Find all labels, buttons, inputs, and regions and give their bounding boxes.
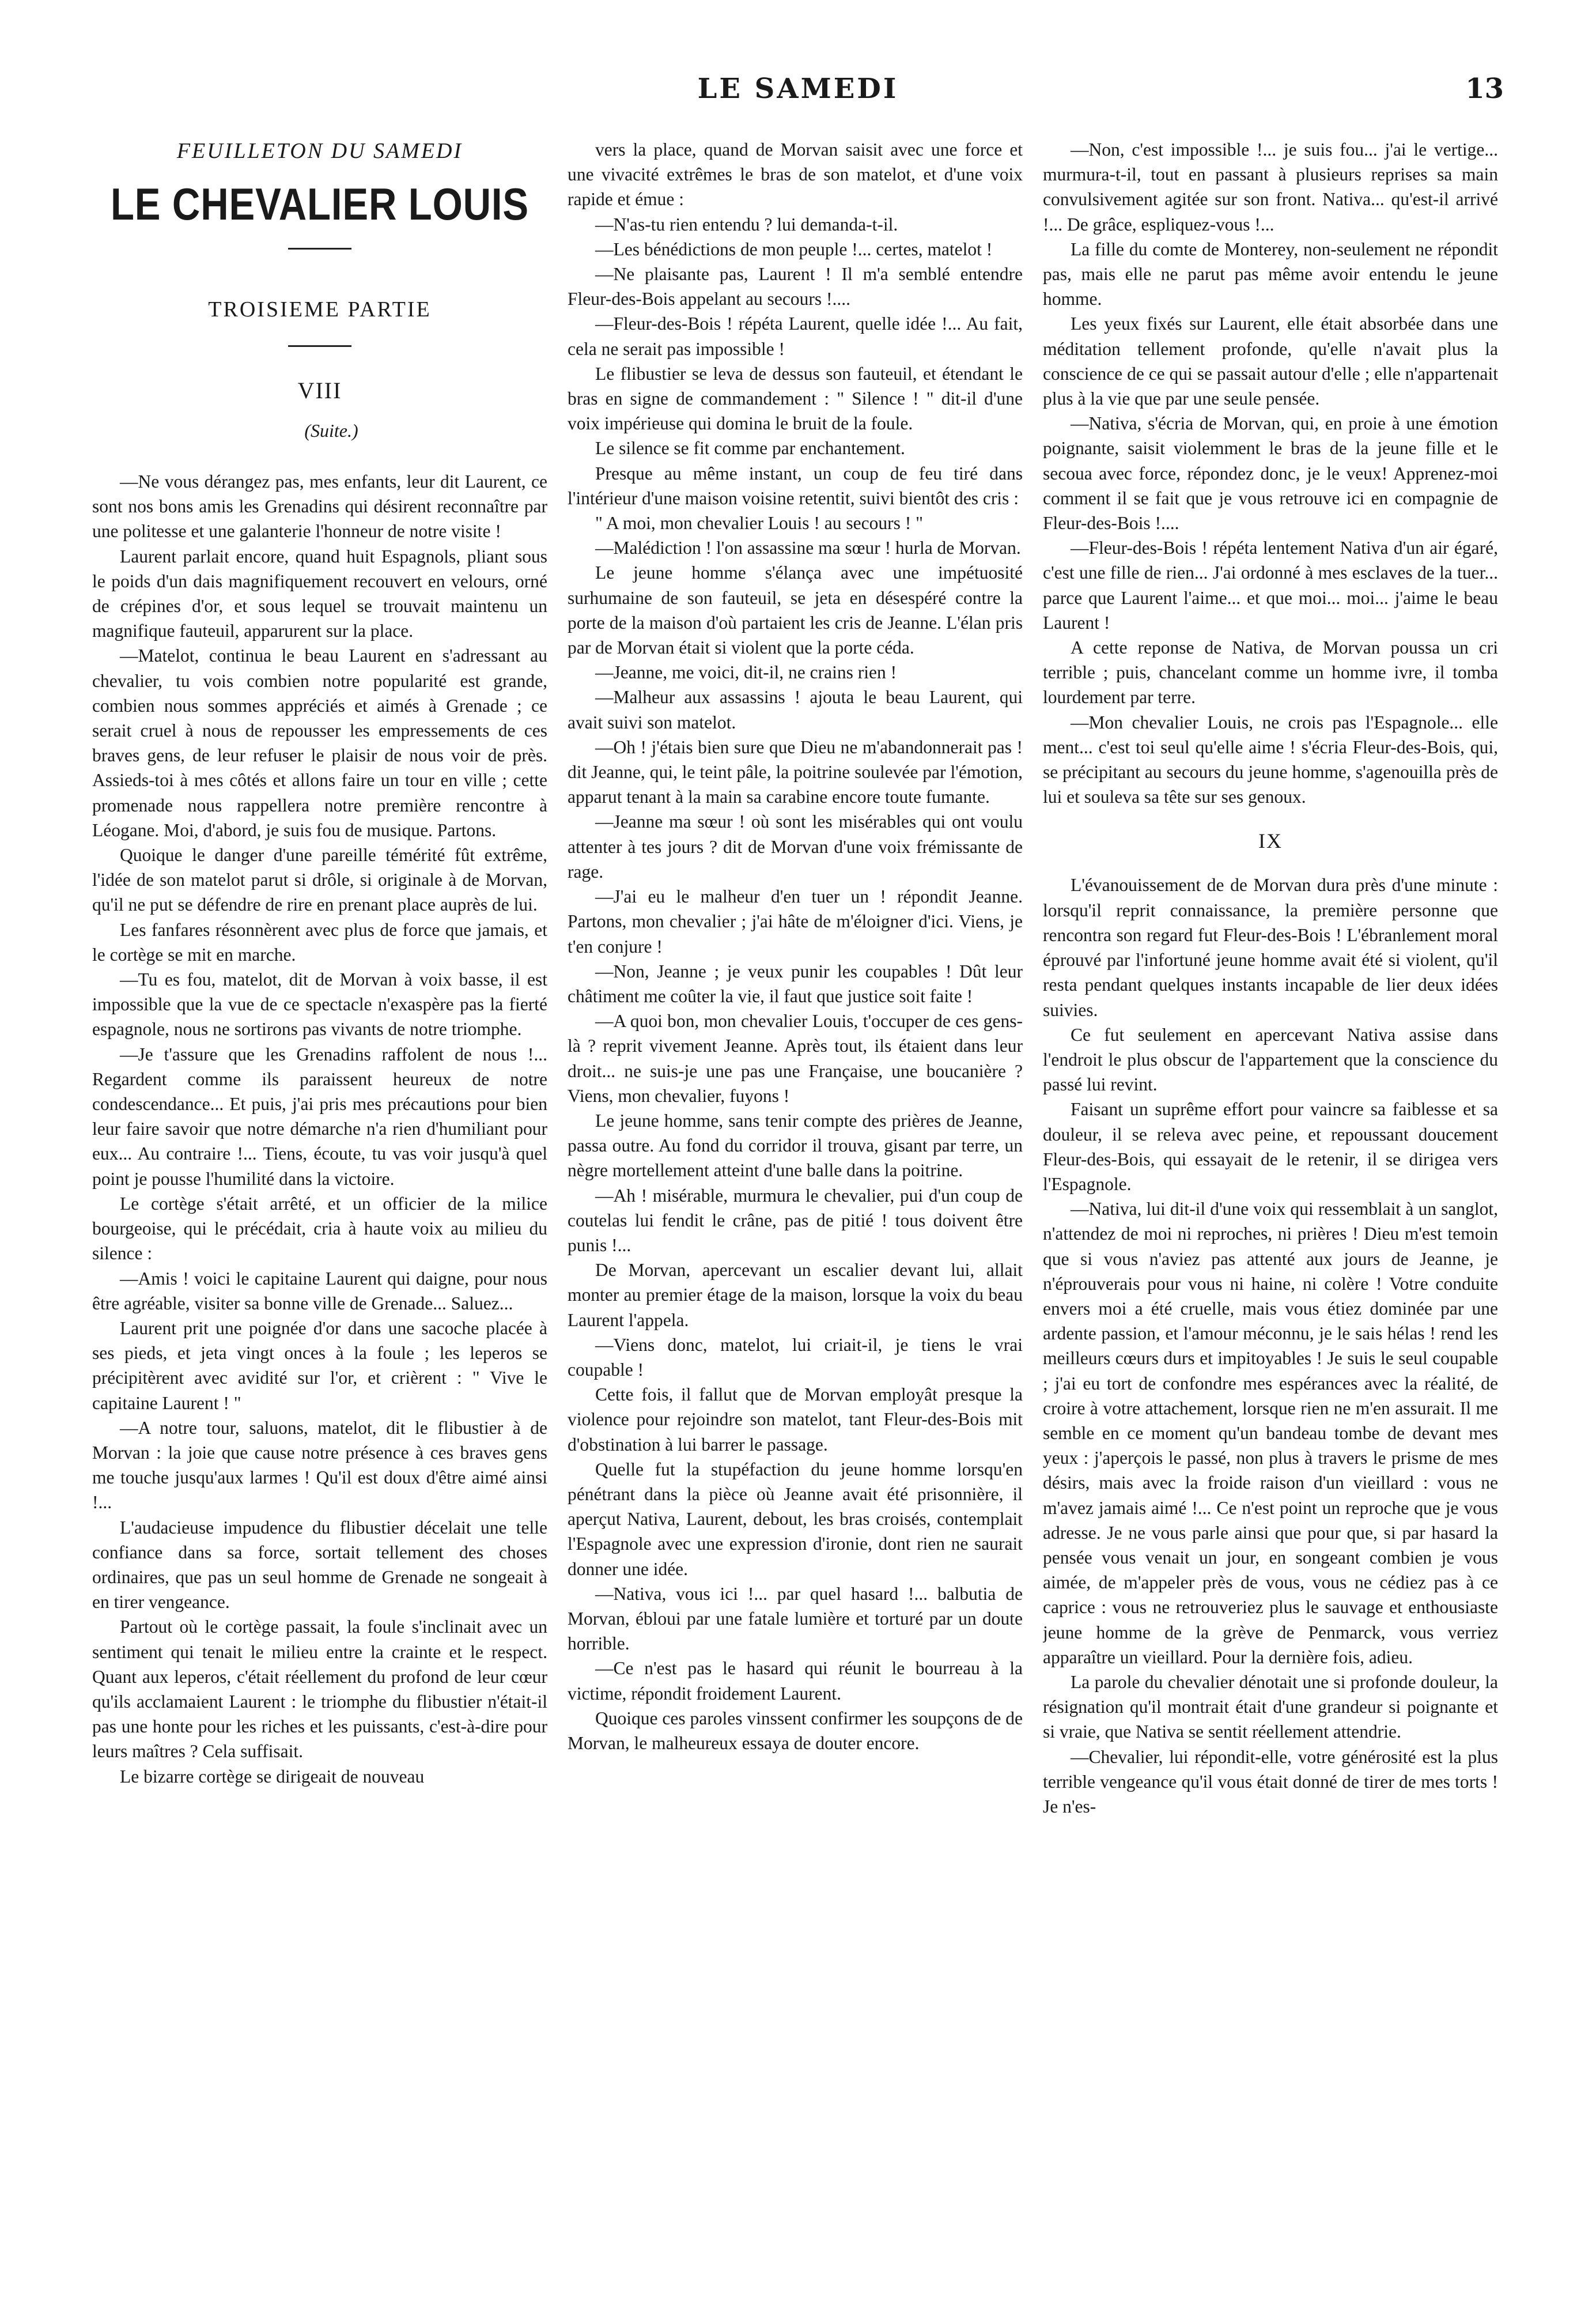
paragraph: De Morvan, apercevant un escalier devant lui, allait monter au premier étage de la maison, lorsque la voix du beau Laurent l'appela. [568,1260,1023,1330]
paragraph: —N'as-tu rien entendu ? lui demanda-t-il. [595,214,898,235]
column-2-text [568,137,1023,1755]
paragraph: Ce fut seulement en apercevant Nativa assise dans l'endroit le plus obscur de l'appartement que la conscience du passé lui revint. [1043,1024,1498,1095]
paragraph: —Tu es fou, matelot, dit de Morvan à voix basse, il est impossible que la vue de ce spectacle n'exaspère pas la fierté espagnole, nous ne sortirons pas vivants de notre triomphe. [92,969,547,1040]
paragraph: Les fanfares résonnèrent avec plus de force que jamais, et le cortège se mit en marche. [92,919,547,965]
column-1-text [92,469,547,1789]
paragraph: —Ne plaisante pas, Laurent ! Il m'a semblé entendre Fleur-des-Bois appelant au secours !.... [568,264,1023,309]
paragraph: " A moi, mon chevalier Louis ! au secours ! " [595,513,923,534]
serial-title: LE CHEVALIER LOUIS [110,179,530,229]
paragraph: Quoique ces paroles vinssent confirmer les soupçons de de Morvan, le malheureux essaya de douter encore. [568,1708,1023,1753]
paragraph: —Chevalier, lui répondit-elle, votre générosité est la plus terrible vengeance qu'il vous était donné de tirer de mes torts ! Je n'es- [1043,1746,1498,1817]
column-3-text-b [1043,873,1498,1819]
paragraph: —Non, c'est impossible !... je suis fou... j'ai le vertige... murmura-t-il, tout en passant à plusieurs reprises sa main convulsivement agitée sur son front. Nativa... qu'est-il arrivé !... De grâce, espliquez-vous !... [1043,139,1498,235]
paragraph: —A notre tour, saluons, matelot, dit le flibustier à de Morvan : la joie que cause notre présence à ces braves gens me touche jusqu'aux larmes ! Qu'il est doux d'être aimé ainsi !... [92,1417,547,1513]
paragraph: Les yeux fixés sur Laurent, elle était absorbée dans une méditation tellement profonde, qu'elle n'avait plus la conscience de ce qui se passait autour d'elle ; elle n'appartenait plus à la vie que par une seule pensée. [1043,314,1498,409]
paragraph: Partout où le cortège passait, la foule s'inclinait avec un sentiment qui tenait le milieu entre la crainte et le respect. Quant aux leperos, c'était réellement du profond de leur cœur qu'ils acclamaient Laurent : le triomphe du flibustier n'était-il pas une honte pour les riches et les puissants, c'est-à-dire pour leurs maîtres ? Cela suffisait. [92,1617,547,1762]
paragraph: —Mon chevalier Louis, ne crois pas l'Espagnole... elle ment... c'est toi seul qu'elle aime ! s'écria Fleur-des-Bois, qui, se précipitant au secours du jeune homme, s'agenouilla près de lui et souleva sa tête sur ses genoux. [1043,712,1498,807]
title-rule [288,248,351,250]
paragraph: Faisant un suprême effort pour vaincre sa faiblesse et sa douleur, il se releva avec peine, et repoussant doucement Fleur-des-Bois, qui essayait de le retenir, il se dirigea vers l'Espagnole. [1043,1099,1498,1194]
paragraph: —Jeanne ma sœur ! où sont les misérables qui ont voulu attenter à tes jours ? dit de Morvan d'une voix frémissante de rage. [568,811,1023,882]
paragraph: —Amis ! voici le capitaine Laurent qui daigne, pour nous être agréable, visiter sa bonne ville de Grenade... Saluez... [92,1268,547,1313]
paragraph: —Les bénédictions de mon peuple !... certes, matelot ! [595,239,993,259]
column-3-text-a [1043,137,1498,809]
paragraph: —Malédiction ! l'on assassine ma sœur ! hurla de Morvan. [595,538,1021,558]
paragraph: —Ah ! misérable, murmura le chevalier, pui d'un coup de coutelas lui fendit le crâne, pas de pitié ! tous doivent être punis !... [568,1185,1023,1255]
paragraph: Quoique le danger d'une pareille témérité fût extrême, l'idée de son matelot parut si drôle, si originale à de Morvan, qu'il ne put se défendre de rire en prenant place auprès de lui. [92,845,547,915]
paragraph: —Je t'assure que les Grenadins raffolent de nous !... Regardent comme ils paraissent heureux de notre condescendance... Et puis, j'ai pris mes précautions pour bien leur faire savoir que notre démarche n'a rien d'humiliant pour eux... Au contraire !... Tiens, écoute, tu vas voir jusqu'à quel point je pousse l'humilité dans la victoire. [92,1044,547,1189]
paragraph: Laurent prit une poignée d'or dans une sacoche placée à ses pieds, et jeta vingt onces à la foule ; les leperos se précipitèrent avec avidité sur l'or, et crièrent : " Vive le capitaine Laurent ! " [92,1317,547,1413]
paragraph: —Ce n'est pas le hasard qui réunit le bourreau à la victime, répondit froidement Laurent. [568,1658,1023,1704]
paragraph: La parole du chevalier dénotait une si profonde douleur, la résignation qu'il montrait était d'une grandeur si poignante et si vraie, que Nativa se sentit réellement attendrie. [1043,1671,1498,1742]
paragraph: —Nativa, vous ici !... par quel hasard !... balbutia de Morvan, ébloui par une fatale lumière et torturé par un doute horrible. [568,1583,1023,1654]
paragraph: A cette reponse de Nativa, de Morvan poussa un cri terrible ; puis, chancelant comme un homme ivre, il tomba lourdement par terre. [1043,637,1498,708]
suite-note: (Suite.) [304,420,358,441]
running-head [0,69,1596,115]
paragraph: Presque au même instant, un coup de feu tiré dans l'intérieur d'une maison voisine retentit, suivi bientôt des cris : [568,463,1023,508]
page-number: 13 [1465,73,1504,105]
paragraph: Laurent parlait encore, quand huit Espagnols, pliant sous le poids d'un dais magnifiquement recouvert en velours, orné de crépines d'or, et sous lequel se trouvait maintenu un magnifique fauteuil, apparurent sur la place. [92,546,547,641]
paragraph: —Fleur-des-Bois ! répéta lentement Nativa d'un air égaré, c'est une fille de rien... J'ai ordonné à mes esclaves de la tuer... parce que Laurent l'aime... et que moi... moi... j'aime le beau Laurent ! [1043,538,1498,633]
feuilleton-label: FEUILLETON DU SAMEDI [176,139,463,163]
paragraph: —Nativa, lui dit-il d'une voix qui ressemblait à un sanglot, n'attendez de moi ni reproches, ni prières ! Dieu m'est temoin que si vous n'aviez pas attenté aux jours de Jeanne, je n'éprouverais pour vous ni haine, ni colère ! Votre conduite envers moi a été cruelle, mais vous étiez dominée par une ardente passion, et l'amour méconnu, je le sais hélas ! rend les meilleurs cœurs durs et impitoyables ! Je suis le seul coupable ; j'ai eu tort de confondre mes espérances avec la réalité, de croire à votre attachement, lorsque rien ne m'en assurait. Il me semble en ce moment qu'un bandeau tombe de devant mes yeux : j'aperçois le passé, non plus à travers le prisme de mes désirs, mais avec la froide raison d'un vieillard : vous ne m'avez jamais aimé !... Ce n'est point un reproche que je vous adresse. Je ne vous parle ainsi que pour que, si par hasard la pensée vous venait un jour, en songeant combien je vous aimée, de m'appeler près de vous, vous ne cédiez pas à ce caprice : vous ne retrouveriez plus le sauvage et enthousiaste jeune homme de la grève de Penmarck, vous verriez apparaître un vieillard. Pour la dernière fois, adieu. [1043,1199,1498,1667]
column-3 [1043,137,1498,2281]
column-2 [568,137,1023,2281]
journal-name: LE SAMEDI [697,73,899,105]
part-rule [288,345,351,347]
paragraph: L'audacieuse impudence du flibustier décelait une telle confiance dans sa force, sortait tellement des choses ordinaires, que pas un seul homme de Grenade ne songeait à en tirer vengeance. [92,1517,547,1613]
paragraph: La fille du comte de Monterey, non-seulement ne répondit pas, mais elle ne parut pas même avoir entendu le jeune homme. [1043,239,1498,309]
paragraph: Le silence se fit comme par enchantement. [595,438,905,459]
paragraph: —Oh ! j'étais bien sure que Dieu ne m'abandonnerait pas ! dit Jeanne, qui, le teint pâle, la poitrine soulevée par l'émotion, apparut tenant à la main sa carabine encore toute fumante. [568,737,1023,807]
paragraph: —Malheur aux assassins ! ajouta le beau Laurent, qui avait suivi son matelot. [568,687,1023,733]
paragraph: Le jeune homme s'élança avec une impétuosité surhumaine de son fauteuil, se jeta en désespéré contre la porte de la maison d'où partaient les cris de Jeanne. L'élan pris par de Morvan était si violent que la porte céda. [568,562,1023,658]
paragraph: Le cortège s'était arrêté, et un officier de la milice bourgeoise, qui le précédait, cria à haute voix au milieu du silence : [92,1193,547,1264]
chapter-heading: VIII [297,377,342,403]
paragraph: Le flibustier se leva de dessus son fauteuil, et étendant le bras en signe de commandement : " Silence ! " dit-il d'une voix impérieuse qui domina le bruit de la foule. [568,363,1023,434]
paragraph: —Matelot, continua le beau Laurent en s'adressant au chevalier, tu vois combien notre popularité est grande, combien nous sommes appréciés et aimés à Grenade ; ce serait cruel à nous de repousser les empressements de ces braves gens, de leur refuser le plaisir de nous voir de près. Assieds-toi à mes côtés et allons faire un tour en ville ; cette promenade nous rappellera notre première rencontre à Léogane. Moi, d'abord, je suis fou de musique. Partons. [92,645,547,840]
paragraph: —A quoi bon, mon chevalier Louis, t'occuper de ces gens-là ? reprit vivement Jeanne. Après tout, ils étaient dans leur droit... ne suis-je une pas une Française, une boucanière ? Viens, mon chevalier, fuyons ! [568,1011,1023,1106]
paragraph: L'évanouissement de de Morvan dura près d'une minute : lorsqu'il reprit connaissance, la première personne que rencontra son regard fut Fleur-des-Bois ! L'ébranlement moral éprouvé par l'infortuné jeune homme avait été si violent, qu'il resta pendant quelques instants incapable de lier deux idées suivies. [1043,875,1498,1020]
paragraph: —Nativa, s'écria de Morvan, qui, en proie à une émotion poignante, saisit violemment le bras de la jeune fille et le secoua avec force, répondez donc, je le veux! Apprenez-moi comment il se fait que je vous retrouve ici en compagnie de Fleur-des-Bois !.... [1043,413,1498,534]
chapter-heading-ix: IX [1258,829,1283,853]
paragraph: —Ne vous dérangez pas, mes enfants, leur dit Laurent, ce sont nos bons amis les Grenadins qui désirent reconnaître par une politesse et une galanterie l'honneur de notre visite ! [92,471,547,542]
paragraph: —Jeanne, me voici, dit-il, ne crains rien ! [595,662,897,683]
paragraph: vers la place, quand de Morvan saisit avec une force et une vivacité extrêmes le bras de son matelot, et d'une voix rapide et émue : [568,139,1023,210]
column-1 [92,137,547,2281]
paragraph: —Non, Jeanne ; je veux punir les coupables ! Dût leur châtiment me coûter la vie, il faut que justice soit faite ! [568,961,1023,1006]
paragraph: —Viens donc, matelot, lui criait-il, je tiens le vrai coupable ! [568,1334,1023,1380]
paragraph: —J'ai eu le malheur d'en tuer un ! répondit Jeanne. Partons, mon chevalier ; j'ai hâte de m'éloigner d'ici. Viens, je t'en conjure ! [568,886,1023,957]
paragraph: Le bizarre cortège se dirigeait de nouveau [120,1766,425,1787]
part-heading: TROISIEME PARTIE [208,297,432,322]
paragraph: —Fleur-des-Bois ! répéta Laurent, quelle idée !... Au fait, cela ne serait pas impossible ! [568,314,1023,359]
paragraph: Cette fois, il fallut que de Morvan employât presque la violence pour rejoindre son matelot, tant Fleur-des-Bois mit d'obstination à lui barrer le passage. [568,1384,1023,1455]
paragraph: Le jeune homme, sans tenir compte des prières de Jeanne, passa outre. Au fond du corridor il trouva, gisant par terre, un nègre mortellement atteint d'une balle dans la poitrine. [568,1110,1023,1181]
paragraph: Quelle fut la stupéfaction du jeune homme lorsqu'en pénétrant dans la pièce où Jeanne avait été prisonnière, il aperçut Nativa, Laurent, debout, les bras croisés, contemplait l'Espagnole avec une expression d'ironie, dont rien ne saurait donner une idée. [568,1459,1023,1579]
